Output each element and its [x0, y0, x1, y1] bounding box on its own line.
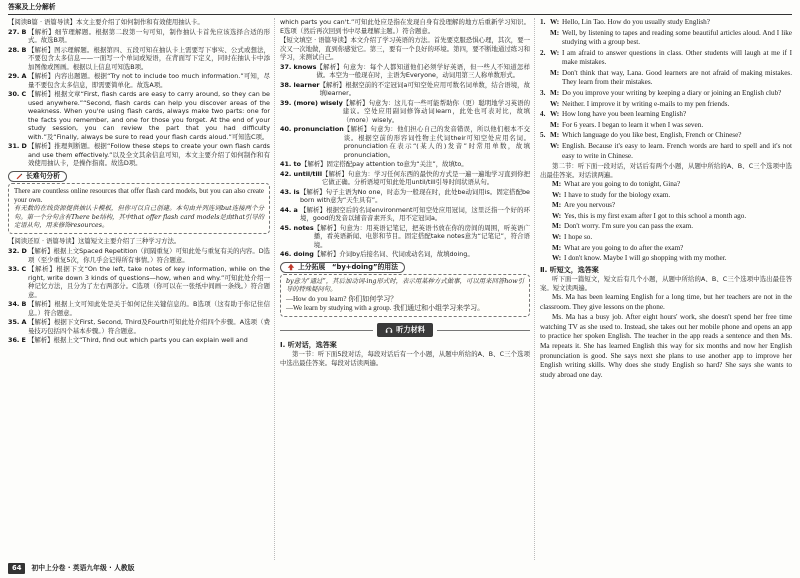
- answer-explanation: 【解析】句子主语为No one，时态为一般现在时，此处be动词用is。固定搭配be born with意为“天生具有”。: [300, 187, 530, 205]
- page-header: 答案及上分解析: [8, 3, 56, 11]
- answer-explanation: 【解析】根据下文First, Second, Third及Fourth可知此处介绍四个步骤。A选项（费曼技巧包括四个基本步骤。）符合题意。: [28, 318, 270, 335]
- dialog-line: [540, 201, 792, 211]
- long-sentence-analysis: 有无数的在线资源提供抽认卡模板，但你可以自己创建。本句由并列连词but连接两个分句。第一个分句含有There be结构，其中that offer flash card models是由that引导的定语从句，用来修饰resources。: [14, 205, 264, 230]
- passage-paragraph: Ms. Ma has been learning English for a long time, but her teachers are not in the classroom. They give lessons on the phone.: [540, 293, 792, 311]
- answer-explanation: 【解析】根据下文“On the left, take notes of key information, while on the right, write down 3 kinds of questions—how, when and why.”可知此处介绍一种记忆方法，且分为了左右两部分。C选项（你可以在一张纸中间画一条线。）符合题意。: [28, 265, 270, 299]
- answer-number: 31. D: [8, 142, 27, 151]
- speaker: W:: [550, 48, 560, 57]
- headphones-icon: [385, 326, 393, 334]
- listening-part2-instructions: 听下面一篇短文，短文后有几个小题，从题中所给的A、B、C三个选项中选出最佳答案。短文读两遍。: [540, 275, 792, 292]
- long-sentence-box: [8, 183, 270, 235]
- answer-explanation: 【解析】句意为：每个人都知道他们必须学好英语，但一些人不知道怎样做。本空为一般现在时，主语为Everyone，动词用第三人称单数形式。: [316, 62, 530, 80]
- long-sentence-english: There are countless online resources that offer flash card models, but you can also create your own.: [14, 186, 264, 205]
- dialog-line: [540, 100, 792, 110]
- section2-instructions: 第二节：听下面一段对话，对话后有两个小题，从题中所给的A、B、C三个选项中选出最佳答案。对话读两遍。: [540, 162, 792, 179]
- answer-number: 36. E: [8, 336, 26, 345]
- dialog-text: I don't know. Maybe I will go shopping with my mother.: [564, 254, 727, 263]
- dialog-line: [540, 142, 792, 161]
- dialog-text: How long have you been learning English?: [562, 110, 687, 119]
- dialog-line: [540, 222, 792, 232]
- answer-explanation: 【解析】句意为：学习任何东西的最快的方式是一遍一遍地学习直到你把它做正确。分析语境可知此处用until/till引导时间状语从句。: [322, 169, 530, 187]
- answer-number: 41. to: [280, 160, 301, 169]
- dialog-text: Which language do you like best, English, French or Chinese?: [562, 131, 742, 140]
- answer-number: 37. knows: [280, 62, 317, 71]
- by-doing-title: [280, 262, 530, 273]
- answer-item: [8, 300, 270, 317]
- listening-part1-instructions: 第一节：听下面5段对话，每段对话后有一个小题，从题中所给的A、B、C三个选项中选出最佳答案。每段对话读两遍。: [280, 350, 530, 367]
- answer-number: 43. is: [280, 187, 300, 196]
- answer-number: 34. B: [8, 300, 27, 309]
- dialog-text: Neither. I improve it by writing e-mails to my pen friends.: [562, 99, 730, 108]
- answer-explanation: 【解析】细节理解题。根据第二段第一句可知，制作抽认卡首先应该选择合适的形式。故选B项。: [28, 27, 270, 45]
- answer-number: 40. pronunciation: [280, 125, 344, 134]
- cloze-intro: 【短文填空 · 语篇导读】本文介绍了学习英语的方法。首先要克服恐惧心理，其次，要一次又一次地做，直到你感觉它。第三，要有一个良好的环境。第四，要不断地通过练习和学习，来测试自己。: [280, 36, 530, 62]
- dialog-text: What are you going to do after the exam?: [564, 243, 684, 252]
- speaker: M:: [550, 28, 560, 37]
- answer-explanation: 【解析】根据文章“First, flash cards are easy to carry around, so they can be used anywhere.”“Second, flash cards can help you discover areas of the weakness. When you're using flash cards, always make two parts: one for the facts you remember, and one for those you forget. At the end of your study session, you can review the part that you had difficulty with.”及“Finally, always be sure to read your flash cards aloud.”可知选C项。: [28, 90, 270, 141]
- dialog-line: [540, 89, 792, 99]
- pen-icon: [15, 172, 23, 180]
- dialog-text: I have to study for the biology exam.: [564, 190, 671, 199]
- listening-banner-label: 听力材料: [396, 325, 425, 335]
- speaker: M:: [552, 180, 562, 189]
- speaker: W:: [550, 141, 560, 150]
- answer-number: 38. learner: [280, 80, 320, 89]
- dialog-line: [540, 69, 792, 88]
- speaker: M:: [552, 243, 562, 252]
- passage-paragraph: Ms. Ma has a busy job. After eight hours' work, she doesn't spend her free time watching TV as she used to. Instead, she takes out her mobile phone and opens an app to practice her spoken English. The teacher in the app reads a sentence and then Ms. Ma repeats it. She has learned English this way for six months and now her English pronunciation is good. She says next she plans to use another app to improve her English writing skills. Why does she study English so hard? She says she wants to study abroad one day.: [540, 313, 792, 379]
- column-middle: [280, 18, 530, 548]
- column-left: [8, 18, 270, 548]
- answer-item: [8, 318, 270, 335]
- answer-item: [8, 265, 270, 299]
- answer-item: [8, 72, 270, 89]
- dialog-number: [540, 29, 550, 48]
- dialog-text: Yes, this is my first exam after I got to this school a month ago.: [564, 211, 747, 220]
- answer-explanation: 【解析】内容出题题。根据“Try not to include too much information.”可知，尽量不要包含太多信息，即需要简单化。故选A项。: [28, 72, 270, 89]
- dialog-number: 3.: [540, 89, 546, 98]
- answer-number: 35. A: [8, 318, 27, 327]
- answer-item: [280, 125, 530, 159]
- speaker: M:: [550, 120, 560, 129]
- answer-explanation: 【解析】介词by后接名词、代词或动名词，故填doing。: [313, 250, 474, 259]
- answer-number: 39. (more) wisely: [280, 98, 343, 107]
- by-doing-label: 上分拓展 “by+doing”的用法: [298, 262, 398, 271]
- answer-item: [280, 170, 530, 187]
- dialog-text: Hello, Lin Tao. How do you usually study English?: [562, 18, 710, 26]
- dialog-line: [540, 191, 792, 201]
- dialog-text: English. Because it's easy to learn. French words are hard to spell and it's not easy to write in Chinese.: [562, 141, 792, 160]
- long-sentence-label: 长难句分析: [26, 171, 60, 180]
- by-doing-box: [280, 274, 530, 317]
- book-title: 初中上分卷 · 英语九年级 · 人教版: [31, 563, 135, 572]
- dialog-line: [540, 212, 792, 222]
- answer-item: [280, 81, 530, 98]
- dialog-text: For 6 years. I began to learn it when I was seven.: [562, 120, 704, 129]
- dialog-text: Don't worry. I'm sure you can pass the exam.: [564, 222, 694, 231]
- dialog-line: [540, 131, 792, 141]
- answer-number: 32. D: [8, 246, 27, 255]
- speaker: W:: [552, 190, 562, 199]
- dialog-number: [540, 142, 550, 161]
- answer-explanation: 【解析】根据上文Spaced Repetition（间隔重复）可知此处与重复有关的内容。D选项（至少重复5次，你几乎会记得所有事情。）符合题意。: [28, 246, 270, 264]
- by-doing-example-a: —We learn by studying with a group. 我们通过和小组学习来学习。: [286, 303, 485, 312]
- by-doing-example-q: —How do you learn? 你们如何学习？: [286, 294, 398, 303]
- listening-banner: [280, 323, 530, 337]
- reading-b-intro: 【阅读B篇 · 语篇导读】本文主要介绍了如何制作和有效使用抽认卡。: [8, 18, 204, 26]
- column-right: [540, 18, 792, 573]
- answer-item: [280, 224, 530, 250]
- dialog-number: [540, 121, 550, 131]
- answer-number: 33. C: [8, 265, 27, 274]
- header-divider: [8, 14, 792, 15]
- answer-number: 45. notes: [280, 223, 314, 232]
- reading-restore-intro: 【阅读还原 · 语篇导读】这篇短文主要介绍了三种学习方法。: [8, 237, 181, 246]
- dialog-line: [540, 254, 792, 264]
- answer-item: [280, 206, 530, 223]
- answer-explanation: 【解析】推理判断题。根据“Follow these steps to create your own flash cards and use them effectively.”以及全文其余信息可知，本文主要介绍了如何制作和有效使用抽认卡，是操作指南。故选D项。: [28, 142, 270, 168]
- answer-item: [280, 99, 530, 125]
- dialog-line: [540, 233, 792, 243]
- dialog-text: Are you nervous?: [564, 201, 616, 210]
- dialog-text: I am afraid to answer questions in class. Other students will laugh at me if I make mistakes.: [562, 48, 792, 67]
- speaker: M:: [552, 222, 562, 231]
- answer-item: [8, 142, 270, 168]
- dialog-number: 2.: [540, 48, 546, 57]
- answer-item: [280, 250, 530, 259]
- dialog-number: [540, 100, 550, 110]
- answer-explanation: 【解析】固定搭配pay attention to意为“关注”，故填to。: [301, 160, 468, 169]
- column-divider: [534, 18, 535, 560]
- answer-explanation: 【解析】图示理解题。根据第四、五段可知在抽认卡上需要写下事实、公式或想法，不要包含太多信息——一面写一个单词或短语，在背面写下定义，同时在抽认卡中添加图像或图画。根据以上信息可知选B项。: [28, 45, 270, 71]
- speaker: W:: [550, 110, 560, 119]
- arrow-up-icon: [287, 263, 295, 271]
- dialog-line: [540, 18, 792, 28]
- dialog-number: 5.: [540, 131, 546, 140]
- listening-part2-heading: Ⅱ. 听短文，选答案: [540, 265, 599, 274]
- answer-item: [280, 160, 530, 169]
- answer-number: 29. A: [8, 72, 27, 81]
- listening-part1-heading: Ⅰ. 听对话，选答案: [280, 340, 337, 349]
- page-footer: [8, 563, 134, 574]
- answer-item: [8, 90, 270, 141]
- answer-item: [8, 247, 270, 264]
- dialog-text: What are you going to do tonight, Gina?: [564, 180, 681, 189]
- answer-item: [280, 63, 530, 80]
- answer-number: 27. B: [8, 27, 27, 36]
- speaker: W:: [552, 211, 562, 220]
- speaker: W:: [552, 254, 562, 263]
- answer-explanation: 【解析】根据空前的不定冠词a可知空处应用可数名词单数，结合语境，故填learner。: [319, 80, 530, 98]
- dialog-text: Well, by listening to tapes and reading some beautiful articles aloud. And I like studying with a group best.: [562, 28, 792, 47]
- speaker: W:: [550, 18, 560, 26]
- dialog-line: [540, 29, 792, 48]
- answer-item: [280, 188, 530, 205]
- answer-explanation: 【解析】根据上文“Third, find out which parts you can explain well and: [28, 336, 248, 345]
- long-sentence-title: [8, 171, 270, 182]
- answer-item: [8, 28, 270, 45]
- speaker: M:: [550, 89, 560, 98]
- speaker: M:: [550, 131, 560, 140]
- speaker: W:: [550, 99, 560, 108]
- speaker: M:: [552, 201, 562, 210]
- column-divider: [274, 18, 275, 560]
- answer-explanation: 【解析】句意为：他们担心自己的发音错误，所以他们根本不交谈。根据空前的形容词性物主代词their可知空处应用名词。pronunciation在表示“(某人的)发音”时常用单数，故填pronunciation。: [343, 125, 530, 159]
- answer-number: 44. a: [280, 205, 298, 214]
- answer-number: 30. C: [8, 90, 27, 99]
- answer-number: 28. B: [8, 45, 27, 54]
- dialog-number: 1.: [540, 18, 546, 26]
- dialog-text: I hope so.: [564, 233, 593, 242]
- answer-36-continued: which parts you can't.”可知此处应是指在发现自身有没理解的地方后重新学习知识。E选项（然后再次回到书中尽量理解主题。）符合题意。: [280, 18, 530, 35]
- answer-explanation: 【解析】根据空后的名词environment可知空处应用冠词，这里泛指一个好的环境，good的发音以辅音音素开头，用不定冠词a。: [300, 205, 530, 223]
- dialog-line: [540, 49, 792, 68]
- answer-item: [8, 46, 270, 72]
- dialog-number: [540, 69, 550, 88]
- answer-explanation: 【解析】根据上文可知此处是关于如何记住关键信息的。B选项（这有助于你记住信息。）符合题意。: [28, 300, 270, 317]
- dialog-number: 4.: [540, 110, 546, 119]
- dialog-text: Do you improve your writing by keeping a diary or joining an English club?: [562, 89, 782, 98]
- dialog-line: [540, 244, 792, 254]
- speaker: W:: [552, 233, 562, 242]
- answer-number: 42. until/till: [280, 169, 323, 178]
- dialog-line: [540, 180, 792, 190]
- by-doing-explanation: by意为“通过”，其后加动词-ing形式时，表示用某种方式做事，可以用来回答how引导的特殊疑问句。: [286, 277, 524, 294]
- dialog-line: [540, 110, 792, 120]
- answer-item: [8, 336, 270, 345]
- dialog-line: [540, 121, 792, 131]
- page-number: 64: [8, 563, 25, 574]
- answer-number: 46. doing: [280, 250, 314, 259]
- dialog-text: Don't think that way, Lana. Good learners are not afraid of making mistakes. They learn from their mistakes.: [562, 68, 792, 87]
- speaker: M:: [550, 68, 560, 77]
- answer-explanation: 【解析】句意为：这儿有一些可能帮助你（更）聪明地学习英语的建议。空处应用副词修饰动词learn，此处也可表对比，故填（more）wisely。: [342, 98, 530, 124]
- answer-explanation: 【解析】句意为：用英语记笔记，把英语书放在你的房间的周围，听英语广播，看英语新闻、电影和节目。固定搭配take notes意为“记笔记”，符合语境。: [313, 223, 530, 249]
